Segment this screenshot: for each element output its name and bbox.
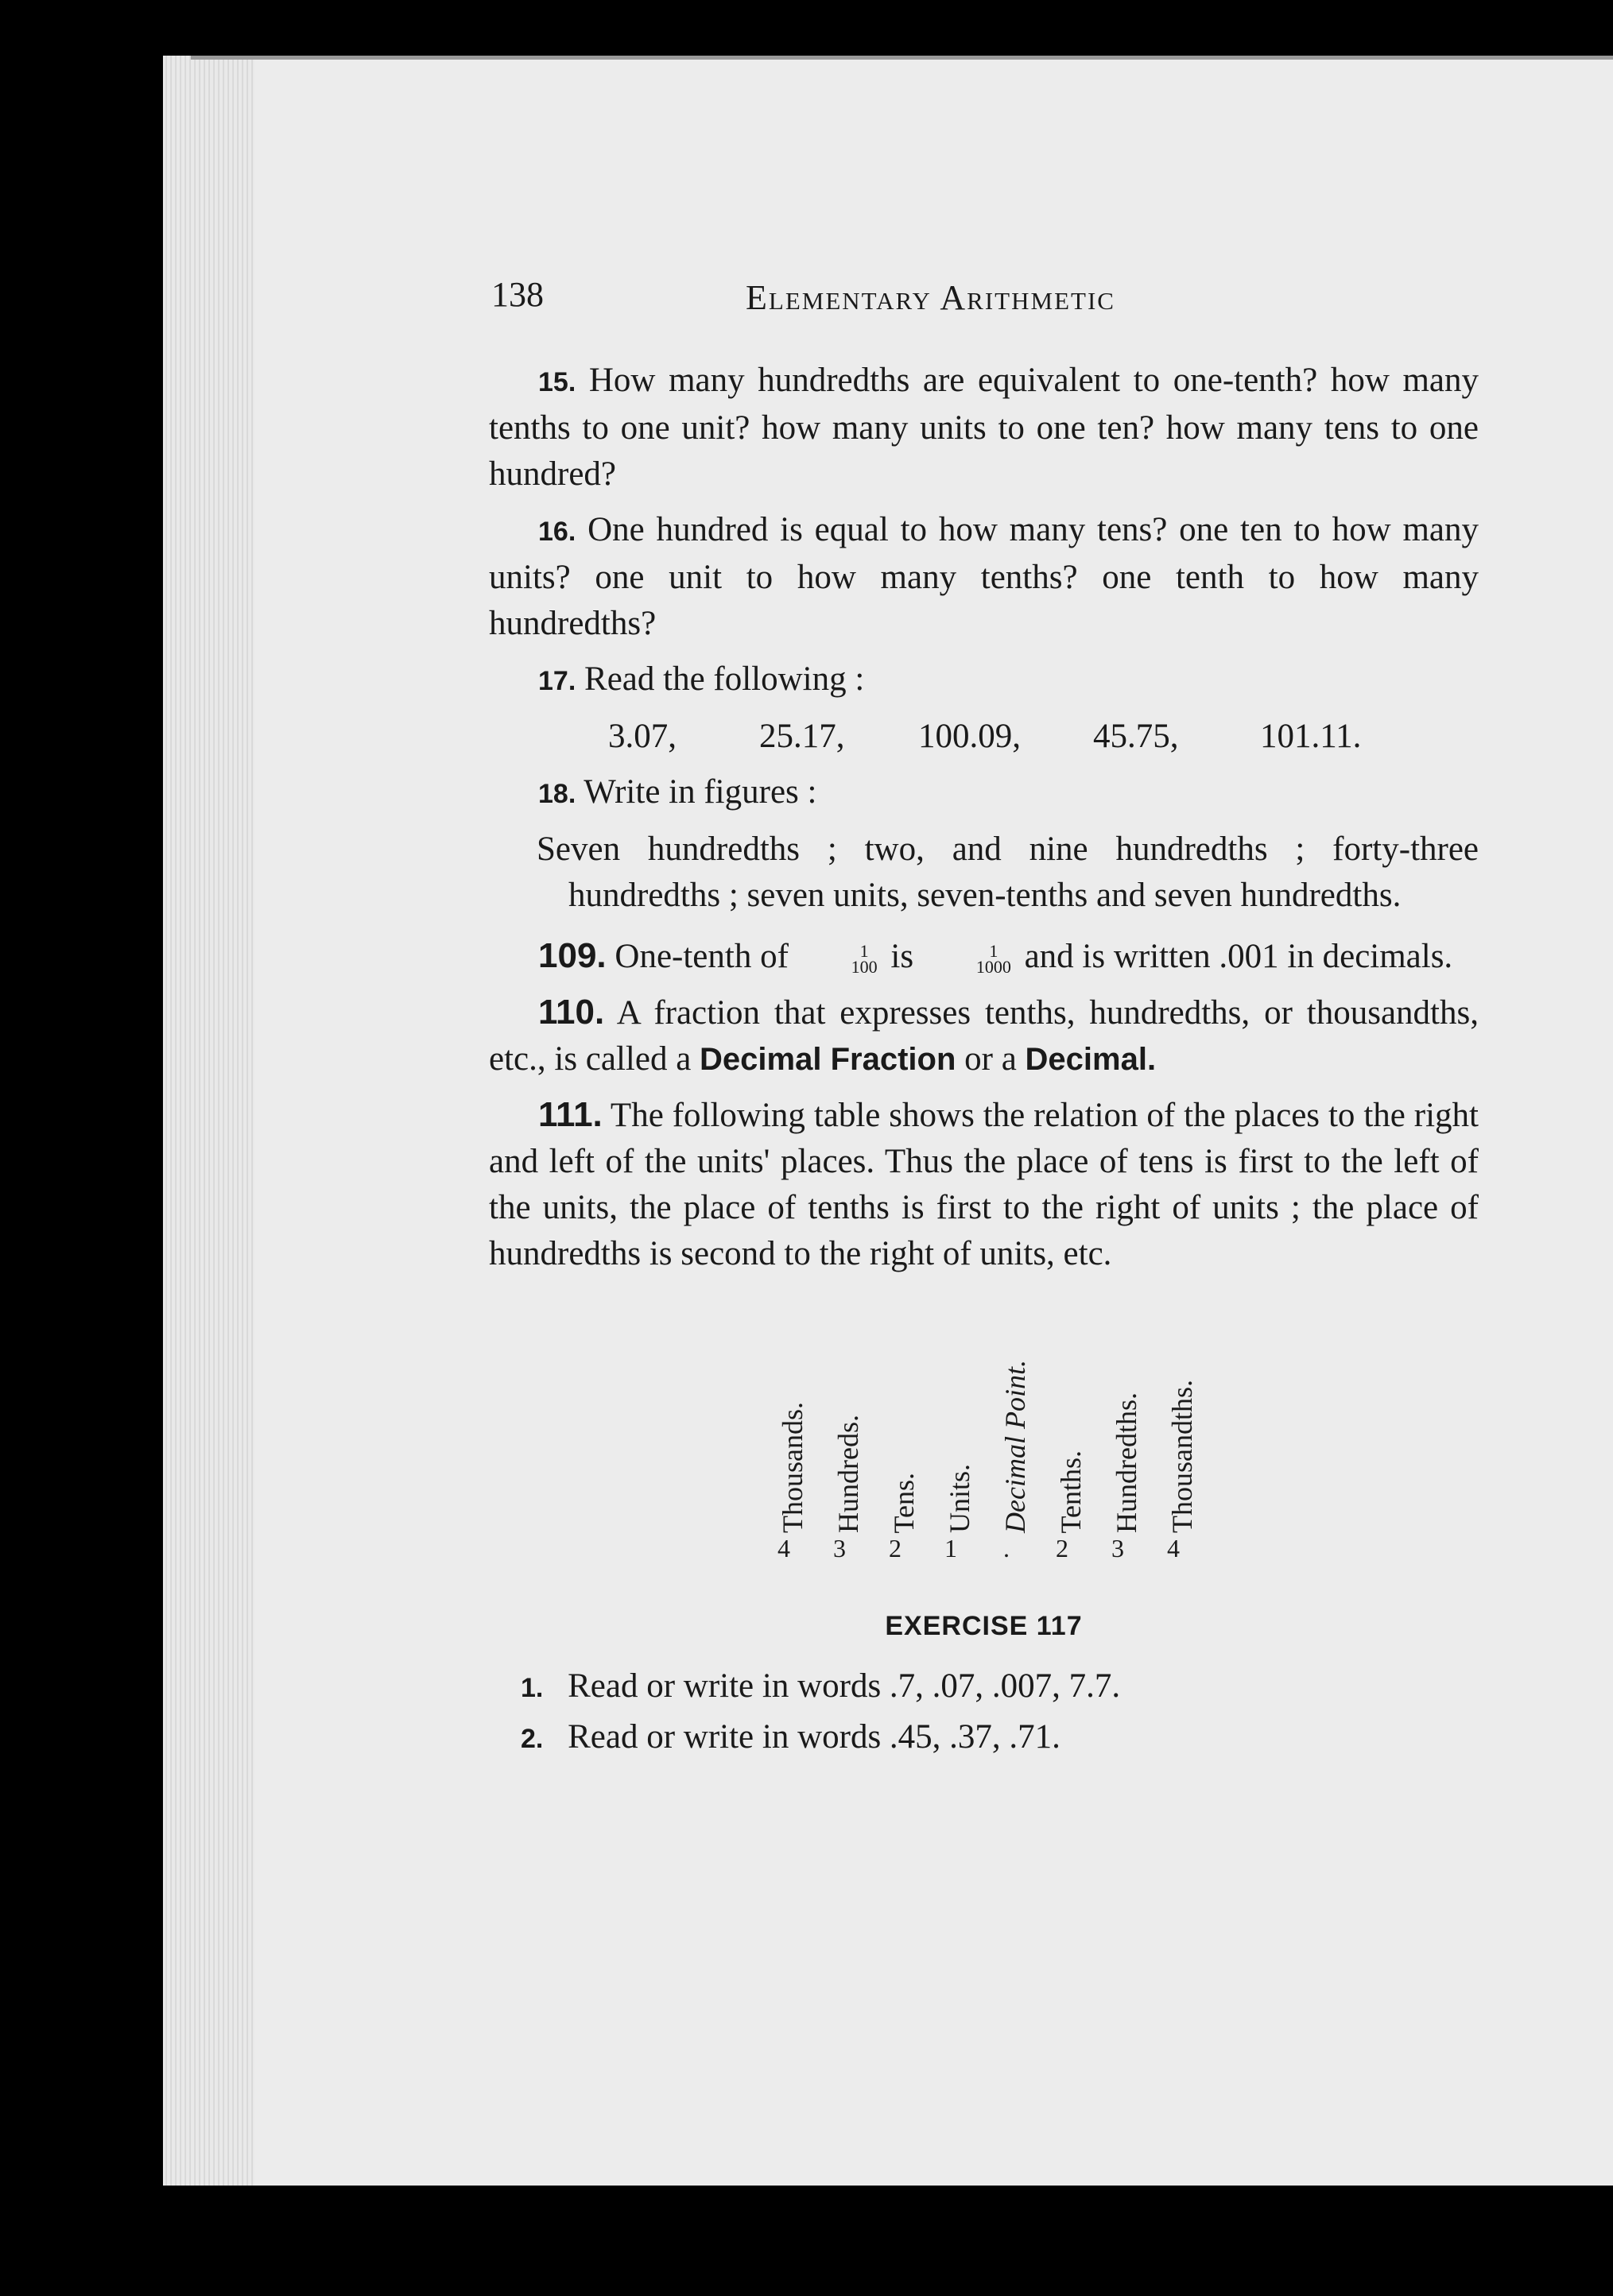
place-column (1097, 1309, 1142, 1571)
question-18-items: Seven hundredths ; two, and nine hundredths ; forty-three hundredths ; seven units, seven-tenths and seven hundredths. (537, 831, 1479, 914)
place-label: Tens. (888, 1472, 920, 1533)
place-digit: 2 (1056, 1534, 1068, 1562)
place-column (930, 1309, 975, 1571)
question-number: 15. (538, 367, 576, 397)
question-text: Write in figures : (584, 773, 817, 811)
paragraph-110 (489, 989, 1479, 1082)
place-value-table (489, 1309, 1479, 1571)
fraction-denominator: 1000 (975, 957, 1011, 978)
fraction-numerator: 1 (859, 941, 869, 962)
question-number: 18. (538, 779, 576, 809)
scan-left-margin (0, 0, 163, 2296)
decimal-values (489, 714, 1479, 760)
place-digit: . (1003, 1534, 1010, 1562)
question-text: How many hundredths are equivalent to one-tenth? how many tenths to one unit? how many units to one ten? how many tens to one hundred? (489, 362, 1479, 493)
place-column (986, 1309, 1031, 1571)
paragraph-number: 111. (538, 1095, 603, 1134)
exercise-text: Read or write in words .45, .37, .71. (568, 1718, 1060, 1756)
decimal-value: 100.09, (918, 718, 1021, 755)
decimal-value: 101.11. (1260, 718, 1362, 755)
exercise-item (489, 1713, 1479, 1764)
place-label: Tenths. (1055, 1450, 1087, 1533)
place-digit: 2 (889, 1534, 901, 1562)
place-column (874, 1309, 920, 1571)
place-label: Thousands. (777, 1402, 808, 1533)
place-label: Units. (944, 1463, 975, 1533)
place-label: Hundredths. (1111, 1392, 1142, 1533)
place-label: Hundreds. (832, 1415, 864, 1533)
place-column (819, 1309, 864, 1571)
decimal-value: 45.75, (1093, 718, 1179, 755)
running-head (491, 274, 1525, 322)
paragraph-number: 109. (538, 936, 607, 975)
place-column (763, 1309, 808, 1571)
place-digit: 3 (1111, 1534, 1124, 1562)
paragraph-text: is (890, 938, 914, 975)
place-digit: 4 (1167, 1534, 1180, 1562)
fraction (927, 941, 1011, 978)
paragraph-number: 110. (538, 993, 605, 1032)
question-number: 17. (538, 666, 576, 696)
question-text: Read the following : (584, 660, 865, 698)
exercise-text: Read or write in words .7, .07, .007, 7.7. (568, 1667, 1121, 1705)
exercise-number: 1. (521, 1673, 544, 1703)
paragraph-text: and is written .001 in decimals. (1024, 938, 1453, 975)
fraction-denominator: 100 (851, 957, 878, 978)
decimal-value: 3.07, (608, 718, 677, 755)
question-number: 16. (538, 517, 576, 547)
paragraph-text: or a (964, 1040, 1017, 1078)
fraction-numerator: 1 (989, 941, 998, 962)
page-top-edge (191, 56, 1613, 60)
question-text: One hundred is equal to how many tens? one ten to how many units? one unit to how many tenths? one tenth to how many hundredths? (489, 511, 1479, 642)
fraction (802, 941, 878, 978)
question-15 (489, 358, 1479, 498)
page-number: 138 (491, 275, 544, 314)
defined-term: Decimal. (1025, 1042, 1157, 1077)
decimal-value: 25.17, (759, 718, 845, 755)
exercise-number: 2. (521, 1724, 544, 1754)
paragraph-text: A fraction that expresses tenths, hundredths, or thousandths, etc., is called a (489, 994, 1479, 1078)
scan-bottom-margin (0, 2186, 1613, 2296)
question-18 (489, 769, 1479, 817)
place-digit: 4 (777, 1534, 790, 1562)
paragraph-111 (489, 1092, 1479, 1277)
defined-term: Decimal Fraction (700, 1042, 956, 1077)
question-16 (489, 507, 1479, 647)
paragraph-text: One-tenth of (615, 938, 789, 975)
paragraph-text: The following table shows the relation of the places to the right and left of the units' places. Thus the place of tens is first to the left of the units, the place of tenths is first to the right of units ; the place of hundredths is second to the right of units, etc. (489, 1097, 1479, 1272)
place-label: Decimal Point. (999, 1360, 1031, 1533)
place-digit: 1 (944, 1534, 957, 1562)
page-title: Elementary Arithmetic (746, 278, 1115, 317)
exercise-heading: EXERCISE 117 (885, 1611, 1083, 1641)
place-digit: 3 (833, 1534, 846, 1562)
place-label: Thousandths. (1166, 1380, 1198, 1533)
place-column (1041, 1309, 1087, 1571)
exercise-item (489, 1662, 1479, 1713)
page-body (489, 358, 1479, 1764)
paragraph-109 (489, 933, 1479, 980)
question-17 (489, 656, 1479, 704)
place-column (1153, 1309, 1198, 1571)
